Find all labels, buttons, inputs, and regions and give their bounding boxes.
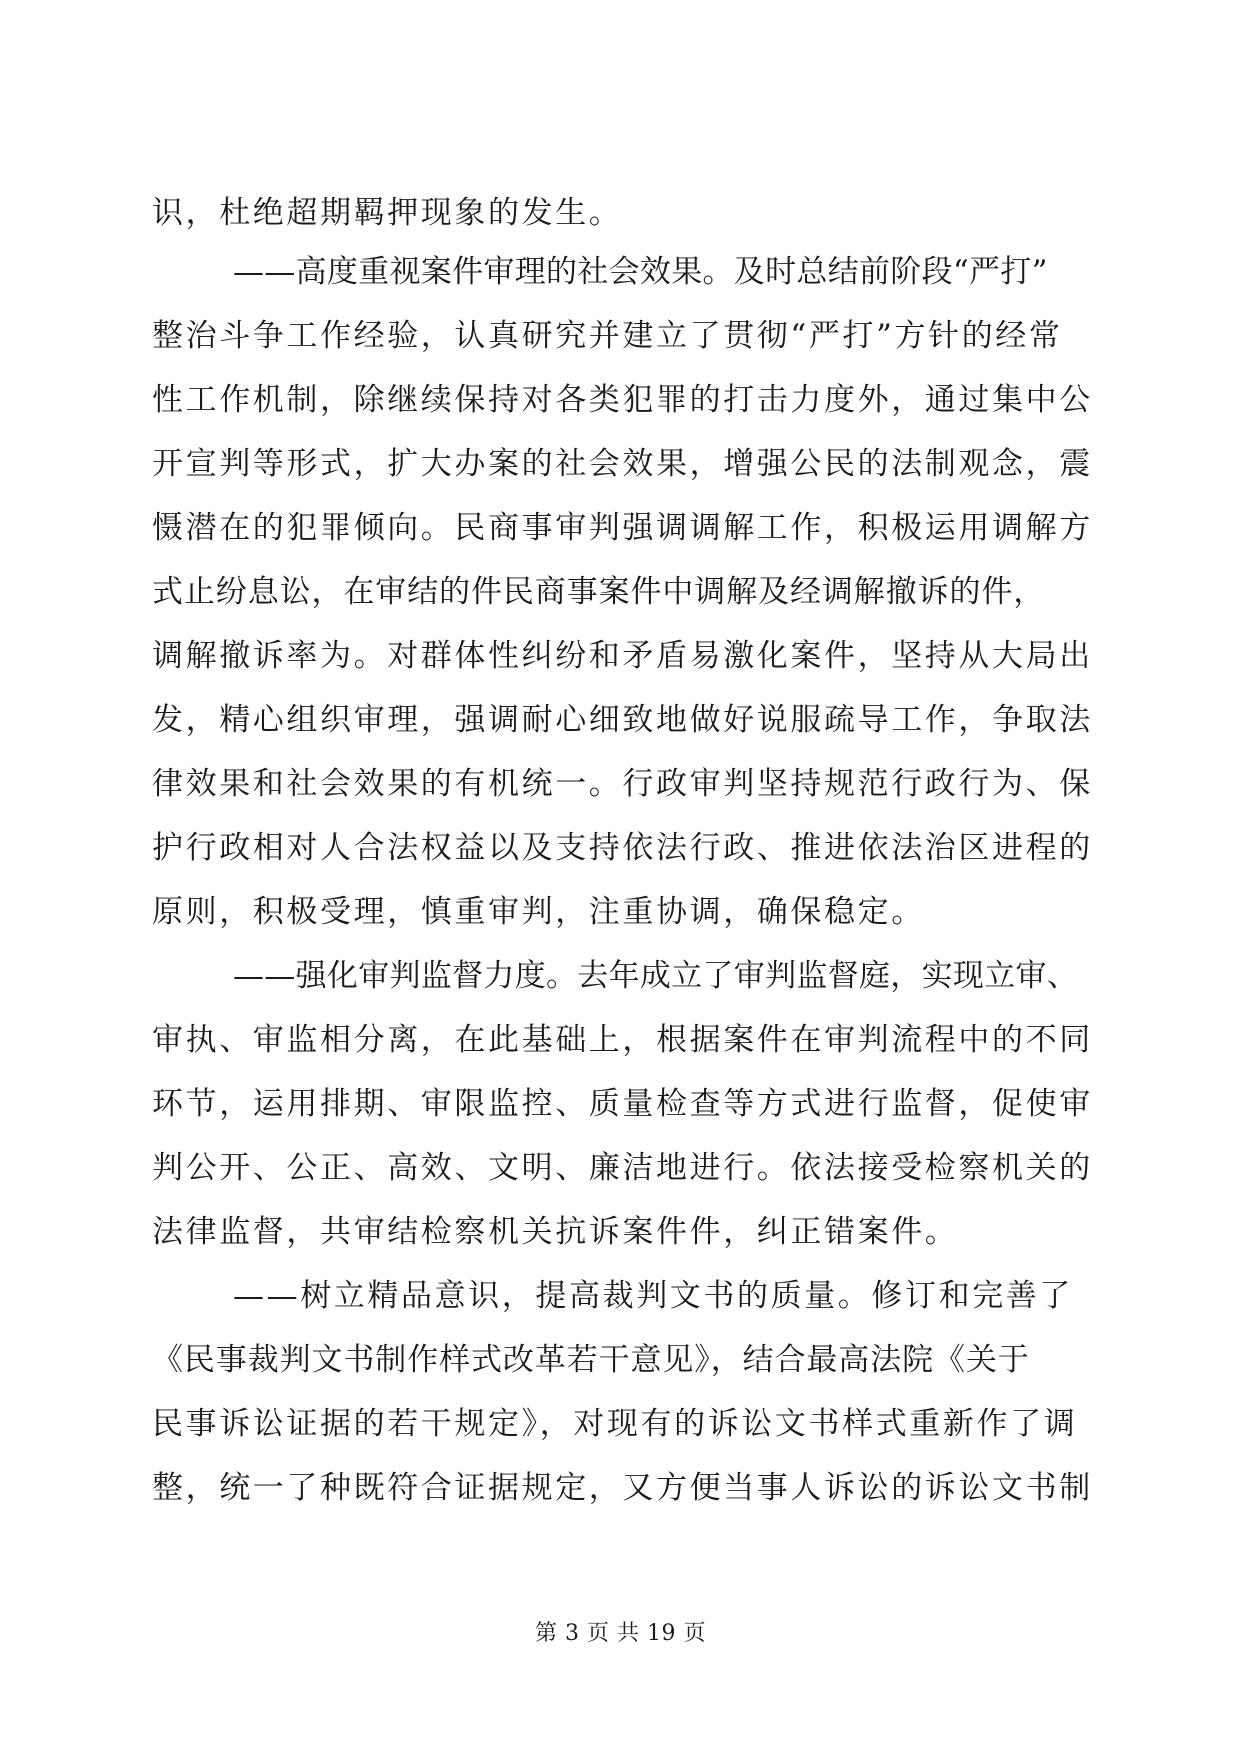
paragraph-line: 民事诉讼证据的若干规定》，对现有的诉讼文书样式重新作了调 — [152, 1406, 1078, 1442]
paragraph-line: 审执、审监相分离，在此基础上，根据案件在审判流程中的不同 — [152, 1022, 1093, 1058]
paragraph-line: 判公开、公正、高效、文明、廉洁地进行。依法接受检察机关的 — [152, 1150, 1093, 1186]
page-number-footer: 第 3 页 共 19 页 — [535, 1621, 706, 1646]
paragraph-line: 识，杜绝超期羁押现象的发生。 — [152, 195, 623, 231]
paragraph-line: 整，统一了种既符合证据规定，又方便当事人诉讼的诉讼文书制 — [152, 1470, 1093, 1506]
paragraph-line: 律效果和社会效果的有机统一。行政审判坚持规范行政行为、保 — [152, 766, 1093, 802]
paragraph-line: 调解撤诉率为。对群体性纠纷和矛盾易激化案件，坚持从大局出 — [152, 638, 1093, 674]
paragraph-line: 《民事裁判文书制作样式改革若干意见》，结合最高法院《关于 — [152, 1342, 1030, 1378]
paragraph-line: 性工作机制，除继续保持对各类犯罪的打击力度外，通过集中公 — [152, 382, 1093, 418]
paragraph-line: ——树立精品意识，提高裁判文书的质量。修订和完善了 — [233, 1278, 1073, 1314]
paragraph-line: 发，精心组织审理，强调耐心细致地做好说服疏导工作，争取法 — [152, 702, 1093, 738]
paragraph-line: 开宣判等形式，扩大办案的社会效果，增强公民的法制观念，震 — [152, 446, 1093, 482]
paragraph-line: 法律监督，共审结检察机关抗诉案件件，纠正错案件。 — [152, 1214, 959, 1250]
paragraph-line: 慑潜在的犯罪倾向。民商事审判强调调解工作，积极运用调解方 — [152, 510, 1093, 546]
paragraph-line: ——强化审判监督力度。去年成立了审判监督庭，实现立审、 — [233, 958, 1079, 994]
paragraph-line: ——高度重视案件审理的社会效果。及时总结前阶段“严打” — [233, 254, 1048, 290]
paragraph-line: 整治斗争工作经验，认真研究并建立了贯彻“严打”方针的经常 — [152, 318, 1063, 354]
paragraph-line: 护行政相对人合法权益以及支持依法行政、推进依法治区进程的 — [152, 830, 1093, 866]
paragraph-line: 原则，积极受理，慎重审判，注重协调，确保稳定。 — [152, 894, 925, 930]
paragraph-line: 环节，运用排期、审限监控、质量检查等方式进行监督，促使审 — [152, 1086, 1093, 1122]
paragraph-line: 式止纷息讼，在审结的件民商事案件中调解及经调解撤诉的件， — [152, 574, 1046, 610]
